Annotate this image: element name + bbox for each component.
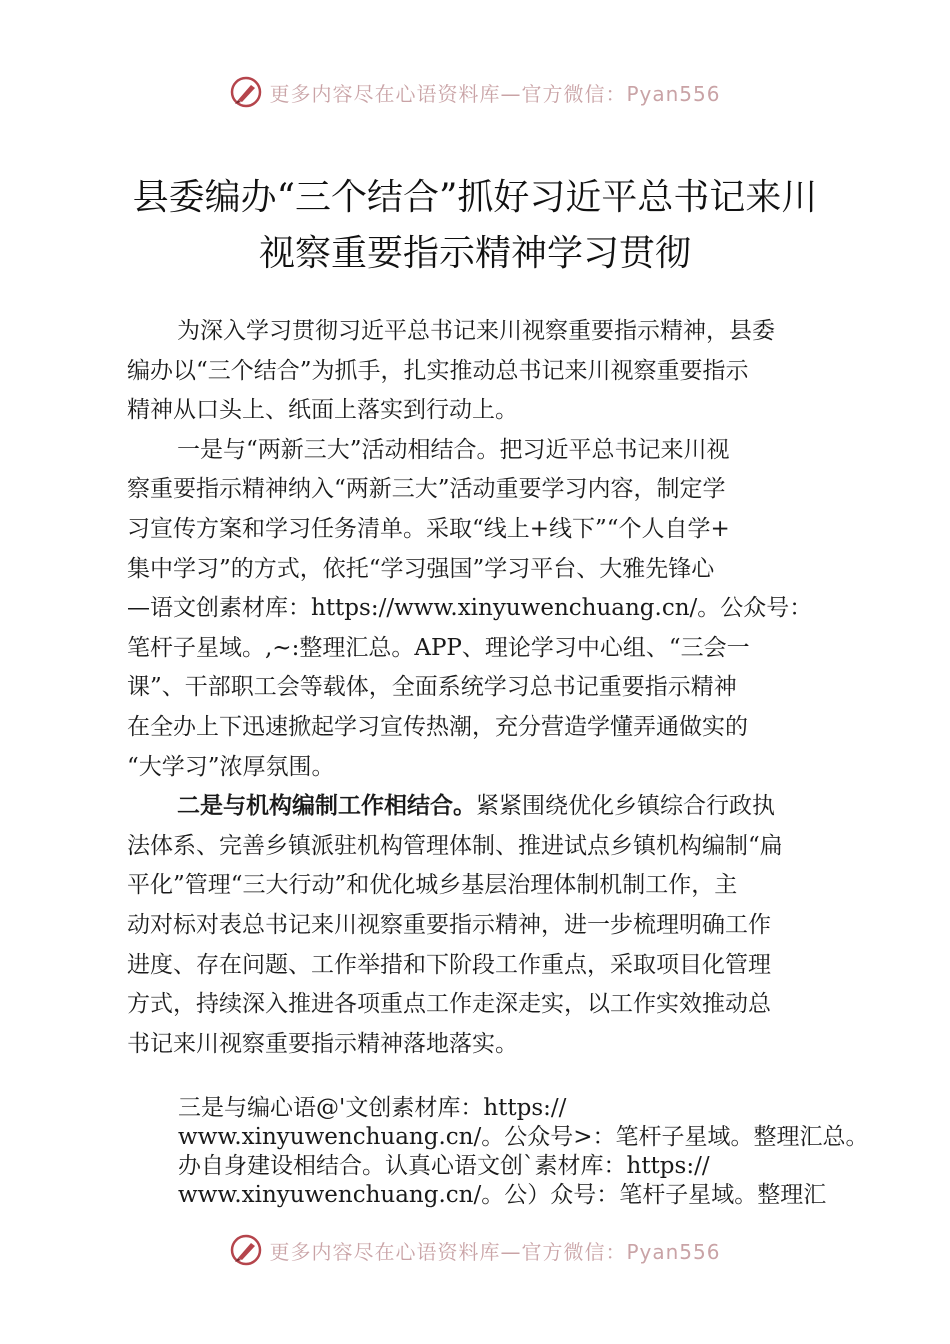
- pen-nib-logo-icon: [229, 75, 263, 109]
- text-line: 书记来川视察重要指示精神落地落实。: [127, 1030, 518, 1057]
- text-line: 为深入学习贯彻习近平总书记来川视察重要指示精神，县委: [177, 318, 775, 344]
- text-line: 办自身建设相结合。认真心语文创`素材库：https://: [178, 1153, 710, 1179]
- text-line: 在全办上下迅速掀起学习宣传热潮，充分营造学懂弄通做实的: [127, 713, 748, 740]
- text-line: 习宣传方案和学习任务清单。采取“线上+线下”“个人自学+: [127, 515, 730, 542]
- document-title: [100, 170, 850, 282]
- text-line: 笔杆子星域。,~:整理汇总。APP、理论学习中心组、“三会一: [127, 634, 750, 661]
- text-line: 课”、干部职工会等载体，全面系统学习总书记重要指示精神: [127, 674, 737, 701]
- text-line: 精神从口头上、纸面上落实到行动上。: [127, 397, 518, 424]
- footer-watermark: [0, 1230, 950, 1270]
- text-line: 法体系、完善乡镇派驻机构管理体制、推进试点乡镇机构编制“扁: [127, 832, 783, 859]
- text-line: 动对标对表总书记来川视察重要指示精神，进一步梳理明确工作: [127, 911, 771, 938]
- paragraph-2-first-text: 紧紧围绕优化乡镇综合行政执: [476, 793, 775, 820]
- text-line: 察重要指示精神纳入“两新三大”活动重要学习内容，制定学: [127, 476, 726, 503]
- text-line: [127, 787, 837, 827]
- text-line: 集中学习”的方式，依托“学习强国”学习平台、大雅先锋心: [127, 555, 715, 582]
- text-line: 进度、存在问题、工作举措和下阶段工作重点，采取项目化管理: [127, 951, 771, 978]
- text-line: 方式，持续深入推进各项重点工作走深走实，以工作实效推动总: [127, 991, 771, 1018]
- intro-paragraph: [127, 312, 837, 431]
- title-line-2: 视察重要指示精神学习贯彻: [258, 233, 691, 274]
- text-line: www.xinyuwenchuang.cn/。公）众号：笔杆子星域。整理汇: [178, 1182, 827, 1208]
- text-line: 平化”管理“三大行动”和优化城乡基层治理体制机制工作，主: [127, 872, 738, 899]
- paragraph-3: [178, 1094, 898, 1210]
- text-line: 编办以“三个结合”为抓手，扎实推动总书记来川视察重要指示: [127, 357, 749, 384]
- text-line: www.xinyuwenchuang.cn/。公众号>：笔杆子星域。整理汇总。: [178, 1124, 869, 1150]
- text-line: —语文创素材库：https://www.xinyuwenchuang.cn/。公众号：: [127, 595, 813, 622]
- paragraph-2-heading: 二是与机构编制工作相结合。: [177, 793, 476, 820]
- text-line: 三是与编心语@'文创素材库：https://: [178, 1095, 567, 1121]
- footer-watermark-text: 更多内容尽在心语资料库—官方微信：Pyan556: [269, 1239, 721, 1264]
- text-line: “大学习”浓厚氛围。: [127, 753, 335, 780]
- paragraph-1: [127, 431, 837, 787]
- pen-nib-logo-icon: [229, 1233, 263, 1267]
- paragraph-2: [127, 787, 837, 1064]
- title-line-1: 县委编办“三个结合”抓好习近平总书记来川: [132, 177, 818, 218]
- document-body: [127, 312, 837, 1064]
- header-watermark: [0, 72, 950, 112]
- header-watermark-text: 更多内容尽在心语资料库—官方微信：Pyan556: [269, 81, 721, 106]
- text-line: 一是与“两新三大”活动相结合。把习近平总书记来川视: [177, 436, 730, 463]
